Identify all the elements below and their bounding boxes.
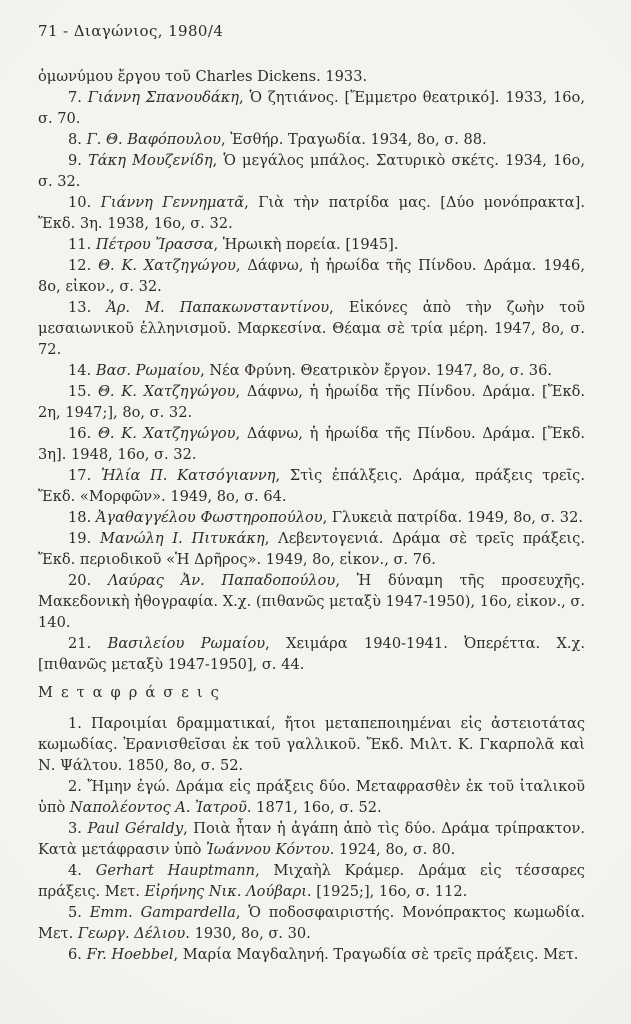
entry-author-name: Βασ. Ρωμαίου [95,362,201,379]
entry-author-name: Πέτρου Ἴρασσα [95,236,214,253]
entry-text: , Δάφνω, ἡ ἡρωίδα τῆς Πίνδου. Δράμα. [Ἔκδ. 3η]. 1948, 16ο, σ. 32. [38,425,585,463]
entry-author-name: Gerhart Hauptmann [95,862,256,879]
entry-author-name: Εἰρήνης Νικ. Λούβαρι [144,883,307,900]
entry-text: 21. [68,635,108,652]
entry-text: 20. [68,572,109,589]
entry-text: , Γλυκειὰ πατρίδα. 1949, 8ο, σ. 32. [322,509,583,526]
bibliography-entry [38,150,585,192]
entry-text: , Μαρία Μαγδαληνή. Τραγωδία σὲ τρεῖς πράξεις. Μετ. [173,946,579,963]
entry-text: 8. [68,131,87,148]
entry-text: , Μιχαὴλ Κράμερ. Δράμα εἰς τέσσαρες πράξεις. Μετ. [38,862,585,900]
entry-text: 16. [68,425,98,442]
entry-text: 17. [68,467,101,484]
bibliography-entry [38,570,585,633]
entry-author-name: Γ. Θ. Βαφόπουλου [86,131,221,148]
bibliography-entry [38,633,585,675]
entry-author-name: Λαύρας Ἀν. Παπαδοπούλου [108,572,336,589]
entry-author-name: Γεωργ. Δέλιου [77,925,186,942]
entry-text: . 1871, 16ο, σ. 52. [246,799,382,816]
entry-text: 6. [68,946,87,963]
translation-entry [38,902,585,944]
entry-text: 19. [68,530,101,547]
works-list [38,87,585,675]
bibliography-entry [38,381,585,423]
entry-author-name: Γιάννη Σπανουδάκη [87,89,240,106]
entry-text: , Λεβεντογενιά. Δράμα σὲ τρεῖς πράξεις. Ἔκδ. περιοδικοῦ «Ἡ Δρῆρος». 1949, 8ο, εἰκον., σ. 76. [38,530,585,568]
entry-text: 9. [68,152,89,169]
entry-text: , Στὶς ἐπάλξεις. Δράμα, πράξεις τρεῖς. Ἔκδ. «Μορφῶν». 1949, 8ο, σ. 64. [38,467,585,505]
entry-text: 18. [68,509,96,526]
bibliography-entry [38,507,585,528]
entry-text: , Ἡ δύναμη τῆς προσευχῆς. Μακεδονικὴ ἠθογραφία. Χ.χ. (πιθανῶς μεταξὺ 1947-1950), 16ο, εἰκον., σ. 140. [38,572,585,631]
bibliography-entry [38,129,585,150]
entry-text: , Χειμάρα 1940-1941. Ὀπερέττα. Χ.χ. [πιθανῶς μεταξὺ 1947-1950], σ. 44. [38,635,585,673]
entry-author-name: Γιάννη Γεννηματᾶ [100,194,245,211]
entry-text: 11. [68,236,96,253]
entry-text: , Ποιὰ ἦταν ἡ ἀγάπη ἀπὸ τὶς δύο. Δράμα τρίπρακτον. Κατὰ μετάφρασιν ὑπὸ [38,820,585,858]
translations-list [38,713,585,965]
entry-author-name: Μανώλη Ι. Πιτυκάκη [100,530,265,547]
entry-text: 14. [68,362,96,379]
entry-author-name: Ἀγαθαγγέλου Φωστηροπούλου [95,509,323,526]
entry-text: 4. [68,862,96,879]
entry-author-name: Fr. Hoebbel [86,946,174,963]
bibliography-entry [38,192,585,234]
bibliography-text [38,66,585,965]
entry-text: . 1924, 8ο, σ. 80. [329,841,456,858]
entry-text: 15. [68,383,98,400]
section-title-translations: Μεταφράσεις [38,684,227,701]
entry-text: , Νέα Φρύνη. Θεατρικὸν ἔργον. 1947, 8ο, σ. 36. [200,362,552,379]
bibliography-entry [38,255,585,297]
bibliography-entry [38,234,585,255]
bibliography-entry [38,528,585,570]
entry-author-name: Θ. Κ. Χατζηγώγου [98,257,236,274]
entry-author-name: Paul Géraldy [87,820,184,837]
entry-author-name: Θ. Κ. Χατζηγώγου [97,425,236,442]
entry-author-name: Τάκη Μουζενίδη [88,152,213,169]
entry-text: 7. [68,89,88,106]
entry-author-name: Emm. Gampardella [89,904,236,921]
translation-entry [38,860,585,902]
entry-text: 12. [68,257,99,274]
entry-text: 2. Ἤμην ἐγώ. Δράμα εἰς πράξεις δύο. Μεταφρασθὲν ἐκ τοῦ ἰταλικοῦ ὑπὸ [38,778,585,816]
translation-entry [38,776,585,818]
entry-text: , Ἡρωικὴ πορεία. [1945]. [213,236,399,253]
entry-text: 13. [68,299,107,316]
entry-author-name: Ἀρ. Μ. Παπακωνσταντίνου [106,299,330,316]
entry-text: , Ὁ ποδοσφαιριστής. Μονόπρακτος κωμωδία. Μετ. [38,904,585,942]
page-header-journal-issue: 71 - Διαγώνιος, 1980/4 [38,22,224,40]
entry-text: , Ὁ μεγάλος μπάλος. Σατυρικὸ σκέτς. 1934, 16ο, σ. 32. [38,152,585,190]
entry-text: , Δάφνω, ἡ ἡρωίδα τῆς Πίνδου. Δράμα. 1946, 8ο, εἰκον., σ. 32. [38,257,585,295]
entry-text: . [1925;], 16ο, σ. 112. [306,883,468,900]
bibliography-entry [38,87,585,129]
translation-entry [38,818,585,860]
entry-text: 10. [68,194,101,211]
entry-text: , Γιὰ τὴν πατρίδα μας. [Δύο μονόπρακτα]. Ἔκδ. 3η. 1938, 16ο, σ. 32. [38,194,585,232]
bibliography-entry [38,465,585,507]
translation-entry [38,944,585,965]
bibliography-entry [38,423,585,465]
entry-text: , Ὁ ζητιάνος. [Ἔμμετρο θεατρικό]. 1933, 16ο, σ. 70. [38,89,585,127]
entry-text: , Δάφνω, ἡ ἡρωίδα τῆς Πίνδου. Δράμα. [Ἔκδ. 2η, 1947;], 8ο, σ. 32. [38,383,585,421]
entry-author-name: Βασιλείου Ρωμαίου [107,635,266,652]
entry-text: 5. [68,904,90,921]
continuation-line: ὁμωνύμου ἔργου τοῦ Charles Dickens. 1933. [38,68,368,85]
entry-text: 3. [68,820,88,837]
entry-author-name: Ἰωάννου Κόντου [206,841,330,858]
translation-entry [38,713,585,776]
entry-text: 1. Παροιμίαι δραμματικαί, ἤτοι μεταπεποιημέναι εἰς ἀστειοτάτας κωμωδίας. Ἐρανισθεῖσαι ἐκ τοῦ γαλλικοῦ. Ἔκδ. Μιλτ. Κ. Γκαρπολᾶ καὶ Ν. Ψάλτου. 1850, 8ο, σ. 52. [38,715,585,774]
entry-author-name: Θ. Κ. Χατζηγώγου [97,383,236,400]
entry-author-name: Ἠλία Π. Κατσόγιαννη [100,467,276,484]
entry-text: , Εἰκόνες ἀπὸ τὴν ζωὴν τοῦ μεσαιωνικοῦ ἑλληνισμοῦ. Μαρκεσίνα. Θέαμα σὲ τρία μέρη. 1947, 8ο, σ. 72. [38,299,585,358]
entry-text: , Ἐσθήρ. Τραγωδία. 1934, 8ο, σ. 88. [220,131,487,148]
bibliography-entry [38,360,585,381]
entry-author-name: Ναπολέοντος Α. Ἰατροῦ [69,799,247,816]
bibliography-entry [38,297,585,360]
entry-text: . 1930, 8ο, σ. 30. [185,925,311,942]
